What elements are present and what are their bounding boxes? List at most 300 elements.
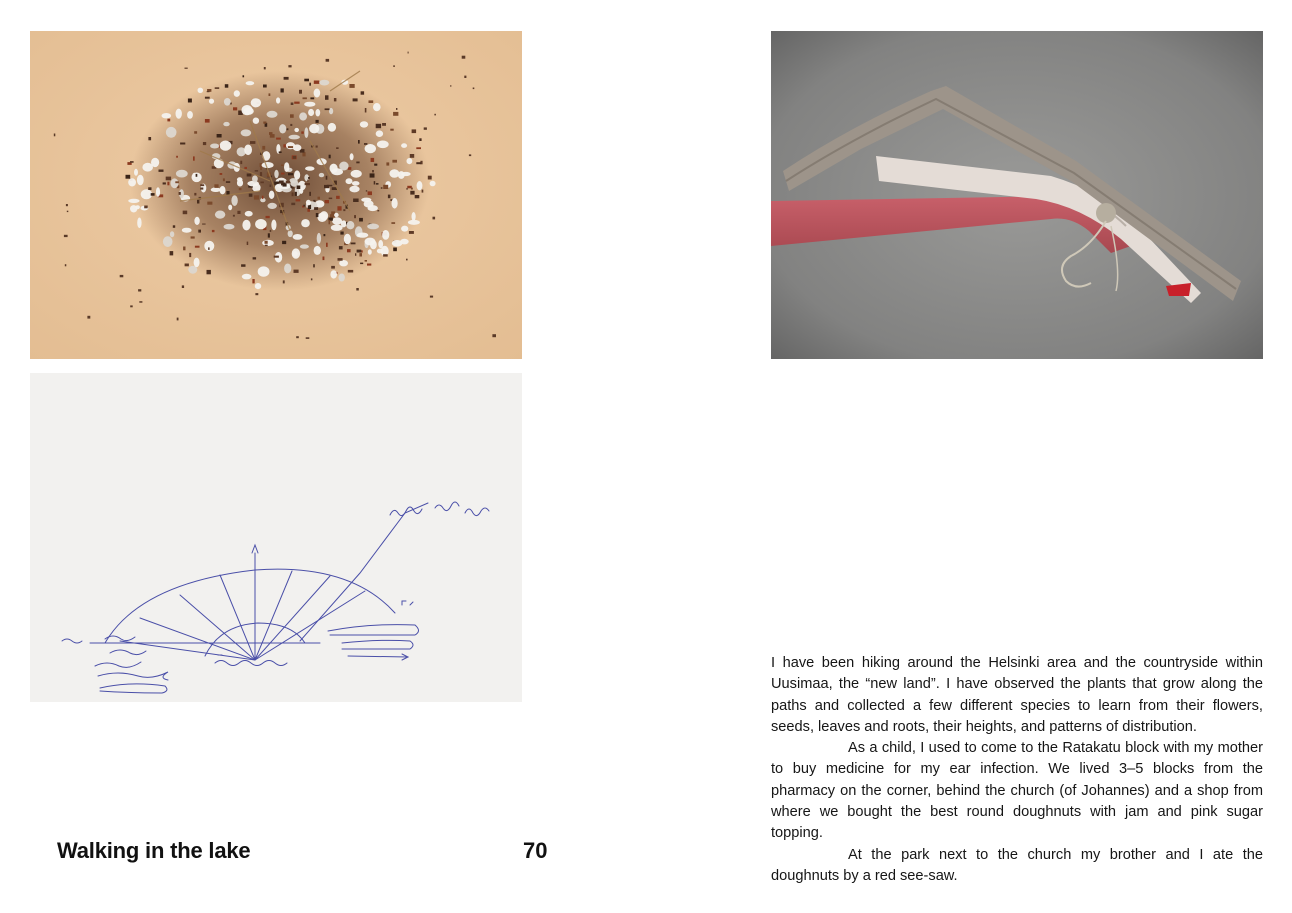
debris-flake xyxy=(357,233,368,238)
debris-speck xyxy=(65,264,67,266)
debris-speck xyxy=(307,180,308,182)
debris-fragment xyxy=(225,84,229,88)
debris-fragment xyxy=(286,128,288,130)
debris-flake xyxy=(163,236,173,247)
photo-fabric-strips xyxy=(771,31,1263,359)
debris-speck xyxy=(179,192,181,195)
debris-fragment xyxy=(276,138,281,140)
debris-speck xyxy=(255,293,258,295)
debris-fragment xyxy=(357,250,362,253)
debris-flake xyxy=(401,226,408,232)
debris-flake xyxy=(308,109,314,116)
debris-speck xyxy=(434,114,436,116)
debris-fragment xyxy=(244,167,247,169)
debris-flake xyxy=(319,80,329,86)
debris-fragment xyxy=(310,97,314,99)
debris-fragment xyxy=(376,183,379,185)
page-number: 70 xyxy=(523,838,548,863)
debris-speck xyxy=(265,245,268,246)
debris-flake xyxy=(246,81,255,85)
debris-flake xyxy=(262,240,274,246)
debris-speck xyxy=(492,334,496,337)
debris-flake xyxy=(417,181,423,190)
debris-fragment xyxy=(263,85,267,88)
debris-speck xyxy=(207,91,210,92)
debris-speck xyxy=(233,215,235,217)
debris-fragment xyxy=(194,131,197,134)
debris-flake xyxy=(300,244,309,248)
debris-fragment xyxy=(292,192,294,196)
debris-fragment xyxy=(337,206,341,210)
photo-pen-sketch xyxy=(30,373,522,702)
debris-fragment xyxy=(367,264,371,266)
debris-speck xyxy=(66,204,68,206)
debris-flake xyxy=(378,240,383,248)
debris-fragment xyxy=(359,253,362,256)
debris-fragment xyxy=(422,190,424,193)
debris-flake xyxy=(187,111,193,119)
debris-fragment xyxy=(195,246,200,248)
debris-fragment xyxy=(260,167,262,170)
debris-fragment xyxy=(390,129,393,131)
debris-fragment xyxy=(318,197,321,200)
debris-fragment xyxy=(198,230,201,233)
debris-fragment xyxy=(303,97,307,99)
debris-fragment xyxy=(361,250,363,252)
debris-fragment xyxy=(347,249,351,252)
debris-fragment xyxy=(281,165,284,167)
debris-flake xyxy=(339,274,345,282)
debris-speck xyxy=(331,266,335,269)
debris-speck xyxy=(462,56,466,59)
debris-flake xyxy=(156,187,160,196)
debris-fragment xyxy=(203,142,206,145)
debris-fragment xyxy=(340,232,343,235)
debris-fragment xyxy=(194,193,196,196)
debris-fragment xyxy=(295,192,297,196)
debris-speck xyxy=(182,285,184,288)
debris-fragment xyxy=(173,225,175,228)
debris-flake xyxy=(352,181,360,186)
debris-flake xyxy=(294,170,300,179)
debris-flake xyxy=(305,166,314,170)
debris-fragment xyxy=(279,151,282,153)
debris-fragment xyxy=(374,164,377,166)
debris-speck xyxy=(130,161,134,163)
debris-fragment xyxy=(383,254,388,256)
debris-fragment xyxy=(326,243,328,247)
debris-fragment xyxy=(325,108,330,110)
debris-speck xyxy=(200,188,203,190)
debris-fragment xyxy=(260,172,262,176)
debris-fragment xyxy=(361,91,365,94)
debris-fragment xyxy=(316,146,318,148)
debris-flake xyxy=(332,217,342,225)
debris-flake xyxy=(271,220,276,231)
debris-flake xyxy=(360,121,368,127)
debris-fragment xyxy=(183,247,185,251)
debris-speck xyxy=(283,280,285,283)
debris-flake xyxy=(299,112,307,120)
debris-speck xyxy=(139,301,142,303)
debris-fragment xyxy=(376,124,381,128)
debris-fragment xyxy=(354,215,356,218)
debris-flake xyxy=(215,211,225,219)
debris-fragment xyxy=(343,209,345,211)
debris-speck xyxy=(87,316,90,319)
debris-fragment xyxy=(183,211,188,215)
fabric-strips-image xyxy=(771,31,1263,359)
debris-fragment xyxy=(197,200,199,204)
debris-flake xyxy=(334,213,339,217)
debris-fragment xyxy=(388,195,391,199)
debris-fragment xyxy=(294,102,299,104)
debris-flake xyxy=(320,211,328,220)
debris-fragment xyxy=(288,146,293,148)
debris-flake xyxy=(306,200,311,206)
debris-flake xyxy=(252,175,258,182)
debris-flake xyxy=(176,170,188,178)
debris-speck xyxy=(355,253,356,256)
debris-fragment xyxy=(308,177,310,179)
debris-flake xyxy=(365,144,376,153)
debris-flake xyxy=(309,124,319,134)
debris-fragment xyxy=(166,177,171,181)
debris-speck xyxy=(372,170,374,172)
debris-fragment xyxy=(249,194,253,197)
debris-flake xyxy=(274,170,278,179)
debris-fragment xyxy=(304,79,309,82)
debris-speck xyxy=(138,289,141,291)
debris-flake xyxy=(314,246,321,255)
debris-flake xyxy=(314,89,321,98)
debris-fragment xyxy=(240,161,242,164)
debris-fragment xyxy=(416,162,421,164)
debris-fragment xyxy=(243,75,245,77)
debris-fragment xyxy=(237,211,240,214)
debris-flake xyxy=(237,177,243,181)
debris-fragment xyxy=(263,122,266,124)
debris-flake xyxy=(368,249,372,254)
debris-fragment xyxy=(370,173,375,177)
debris-fragment xyxy=(314,81,320,84)
debris-flake xyxy=(389,169,399,178)
debris-fragment xyxy=(316,120,319,123)
debris-fragment xyxy=(412,129,417,133)
debris-flake xyxy=(194,258,200,268)
debris-flake xyxy=(241,129,252,136)
debris-fragment xyxy=(233,107,237,110)
debris-fragment xyxy=(296,199,301,201)
debris-fragment xyxy=(196,174,198,177)
debris-fragment xyxy=(193,156,195,160)
debris-fragment xyxy=(294,270,299,273)
debris-fragment xyxy=(284,77,289,80)
debris-flake xyxy=(228,205,232,211)
debris-fragment xyxy=(282,241,286,244)
debris-flake xyxy=(242,274,252,280)
debris-fragment xyxy=(411,188,413,190)
debris-speck xyxy=(290,124,292,126)
debris-flake xyxy=(350,153,354,160)
debris-fragment xyxy=(386,162,389,165)
debris-fragment xyxy=(241,264,245,267)
debris-flake xyxy=(142,163,153,172)
debris-fragment xyxy=(191,236,195,238)
debris-speck xyxy=(464,76,466,78)
debris-fragment xyxy=(393,248,397,252)
debris-flake xyxy=(317,233,321,244)
debris-flake xyxy=(398,171,405,179)
debris-fragment xyxy=(148,187,151,190)
debris-fragment xyxy=(288,173,293,175)
debris-speck xyxy=(469,154,471,156)
debris-fragment xyxy=(250,141,255,144)
debris-flake xyxy=(412,212,416,221)
debris-speck xyxy=(54,134,56,137)
debris-fragment xyxy=(365,260,367,262)
debris-fragment xyxy=(338,258,343,261)
debris-flake xyxy=(244,145,252,156)
debris-fragment xyxy=(269,93,271,96)
debris-fragment xyxy=(167,182,169,186)
debris-fragment xyxy=(353,98,358,101)
debris-flake xyxy=(242,220,250,231)
debris-flake xyxy=(292,248,300,258)
debris-speck xyxy=(366,190,367,191)
debris-fragment xyxy=(260,182,264,184)
debris-fragment xyxy=(274,256,279,258)
debris-speck xyxy=(473,88,475,90)
debris-speck xyxy=(177,318,179,321)
debris-fragment xyxy=(212,230,215,232)
debris-flake xyxy=(376,130,383,137)
debris-fragment xyxy=(175,181,179,183)
debris-flake xyxy=(382,230,389,240)
debris-fragment xyxy=(247,174,252,177)
debris-flake xyxy=(392,198,398,209)
debris-fragment xyxy=(214,184,218,188)
debris-fragment xyxy=(239,188,242,190)
debris-fragment xyxy=(207,270,211,274)
debris-speck xyxy=(430,296,433,298)
debris-flake xyxy=(231,195,237,206)
debris-flake xyxy=(141,189,152,199)
debris-flake xyxy=(315,109,320,116)
debris-flake xyxy=(328,123,336,132)
debris-speck xyxy=(288,65,291,67)
debris-fragment xyxy=(415,195,420,198)
debris-fragment xyxy=(283,183,287,186)
debris-pile-image xyxy=(30,31,522,359)
debris-fragment xyxy=(410,154,414,158)
debris-speck xyxy=(64,235,68,237)
debris-fragment xyxy=(329,198,333,200)
debris-speck xyxy=(382,123,386,126)
debris-fragment xyxy=(410,191,414,195)
debris-fragment xyxy=(126,175,131,179)
debris-speck xyxy=(406,188,407,190)
debris-speck xyxy=(306,337,310,339)
debris-fragment xyxy=(266,216,270,218)
debris-flake xyxy=(171,178,179,188)
debris-fragment xyxy=(297,186,301,190)
debris-flake xyxy=(293,234,303,240)
debris-fragment xyxy=(247,242,249,245)
debris-flake xyxy=(267,111,278,118)
debris-fragment xyxy=(185,264,189,267)
debris-fragment xyxy=(353,199,359,203)
debris-flake xyxy=(430,181,436,187)
debris-flake xyxy=(400,239,409,245)
debris-fragment xyxy=(265,241,268,244)
debris-speck xyxy=(185,68,188,69)
debris-fragment xyxy=(302,152,305,156)
debris-flake xyxy=(349,186,359,193)
debris-flake xyxy=(407,158,413,164)
debris-fragment xyxy=(252,279,254,283)
debris-fragment xyxy=(336,147,339,149)
debris-fragment xyxy=(359,218,363,222)
body-paragraph-3: At the park next to the church my brother and I ate the doughnuts by a red see-saw. xyxy=(771,846,1263,884)
debris-flake xyxy=(370,240,377,249)
debris-fragment xyxy=(336,196,340,199)
debris-speck xyxy=(326,59,330,62)
debris-flake xyxy=(331,168,343,175)
debris-fragment xyxy=(163,182,166,184)
debris-flake xyxy=(128,199,139,203)
debris-fragment xyxy=(316,213,319,217)
debris-fragment xyxy=(360,263,363,265)
debris-fragment xyxy=(368,191,372,195)
debris-fragment xyxy=(374,181,376,184)
debris-flake xyxy=(346,221,354,229)
debris-fragment xyxy=(392,160,397,163)
debris-flake xyxy=(210,144,219,149)
debris-fragment xyxy=(281,88,284,92)
debris-fragment xyxy=(176,156,178,158)
debris-fragment xyxy=(207,202,212,205)
debris-fragment xyxy=(253,257,257,259)
debris-flake xyxy=(339,260,348,266)
debris-fragment xyxy=(326,176,328,180)
body-paragraph-1: I have been hiking around the Helsinki area and the countryside within Uusimaa, the “new land”. I have observed the plants that grow along the paths and collected a few different species to learn from their flowers, seeds, leaves and roots, their heights, and patterns of distribution. xyxy=(771,655,1263,735)
debris-fragment xyxy=(205,97,210,99)
debris-fragment xyxy=(358,140,360,144)
debris-flake xyxy=(284,264,291,274)
debris-fragment xyxy=(270,134,275,138)
debris-fragment xyxy=(323,257,325,261)
debris-flake xyxy=(128,178,136,186)
debris-fragment xyxy=(180,143,185,145)
debris-flake xyxy=(330,270,337,278)
debris-fragment xyxy=(391,222,395,224)
debris-fragment xyxy=(314,207,318,210)
debris-fragment xyxy=(416,147,421,149)
sketch-drawing xyxy=(30,373,522,702)
debris-fragment xyxy=(329,220,331,224)
debris-fragment xyxy=(348,167,352,170)
debris-speck xyxy=(208,247,210,250)
debris-fragment xyxy=(334,98,337,101)
debris-flake xyxy=(288,230,293,237)
debris-flake xyxy=(276,97,280,103)
debris-flake xyxy=(377,141,389,149)
debris-flake xyxy=(137,218,141,229)
debris-fragment xyxy=(308,205,311,209)
debris-speck xyxy=(291,103,294,106)
debris-fragment xyxy=(290,114,294,118)
debris-fragment xyxy=(262,196,264,199)
debris-fragment xyxy=(305,183,310,185)
debris-fragment xyxy=(215,87,220,89)
debris-speck xyxy=(296,336,299,338)
debris-flake xyxy=(408,220,420,225)
debris-flake xyxy=(224,98,231,106)
debris-flake xyxy=(304,102,315,107)
debris-speck xyxy=(270,230,272,232)
debris-flake xyxy=(220,141,232,151)
debris-speck xyxy=(433,217,436,220)
debris-speck xyxy=(264,67,266,69)
debris-speck xyxy=(130,305,133,307)
body-text xyxy=(771,653,1263,887)
debris-fragment xyxy=(383,185,388,189)
debris-flake xyxy=(401,143,407,148)
debris-fragment xyxy=(220,173,223,175)
debris-speck xyxy=(406,259,408,261)
debris-speck xyxy=(396,108,397,110)
debris-flake xyxy=(170,231,174,237)
debris-speck xyxy=(424,127,427,129)
debris-flake xyxy=(344,234,351,244)
debris-flake xyxy=(368,205,378,211)
debris-fragment xyxy=(301,131,304,133)
debris-fragment xyxy=(369,100,374,103)
debris-speck xyxy=(67,211,69,212)
debris-fragment xyxy=(281,173,285,175)
debris-fragment xyxy=(364,143,367,145)
debris-flake xyxy=(234,90,240,97)
debris-fragment xyxy=(189,253,191,257)
debris-fragment xyxy=(188,99,192,103)
debris-fragment xyxy=(286,181,290,184)
debris-flake xyxy=(269,191,275,199)
debris-speck xyxy=(255,170,258,172)
debris-flake xyxy=(331,225,343,231)
debris-flake xyxy=(135,205,140,209)
debris-flake xyxy=(351,170,362,178)
debris-flake xyxy=(211,187,221,192)
debris-fragment xyxy=(365,108,367,113)
debris-fragment xyxy=(223,178,225,181)
debris-speck xyxy=(120,275,124,277)
debris-fragment xyxy=(324,234,326,236)
debris-speck xyxy=(377,210,379,211)
debris-fragment xyxy=(159,170,164,172)
photo-debris-pile xyxy=(30,31,522,359)
debris-speck xyxy=(356,288,359,291)
debris-flake xyxy=(279,124,286,133)
debris-fragment xyxy=(428,176,432,180)
debris-speck xyxy=(450,85,451,86)
debris-fragment xyxy=(419,138,421,141)
debris-flake xyxy=(268,203,277,209)
debris-fragment xyxy=(226,181,230,183)
debris-flake xyxy=(166,127,177,138)
debris-fragment xyxy=(329,155,331,159)
debris-fragment xyxy=(339,246,343,249)
